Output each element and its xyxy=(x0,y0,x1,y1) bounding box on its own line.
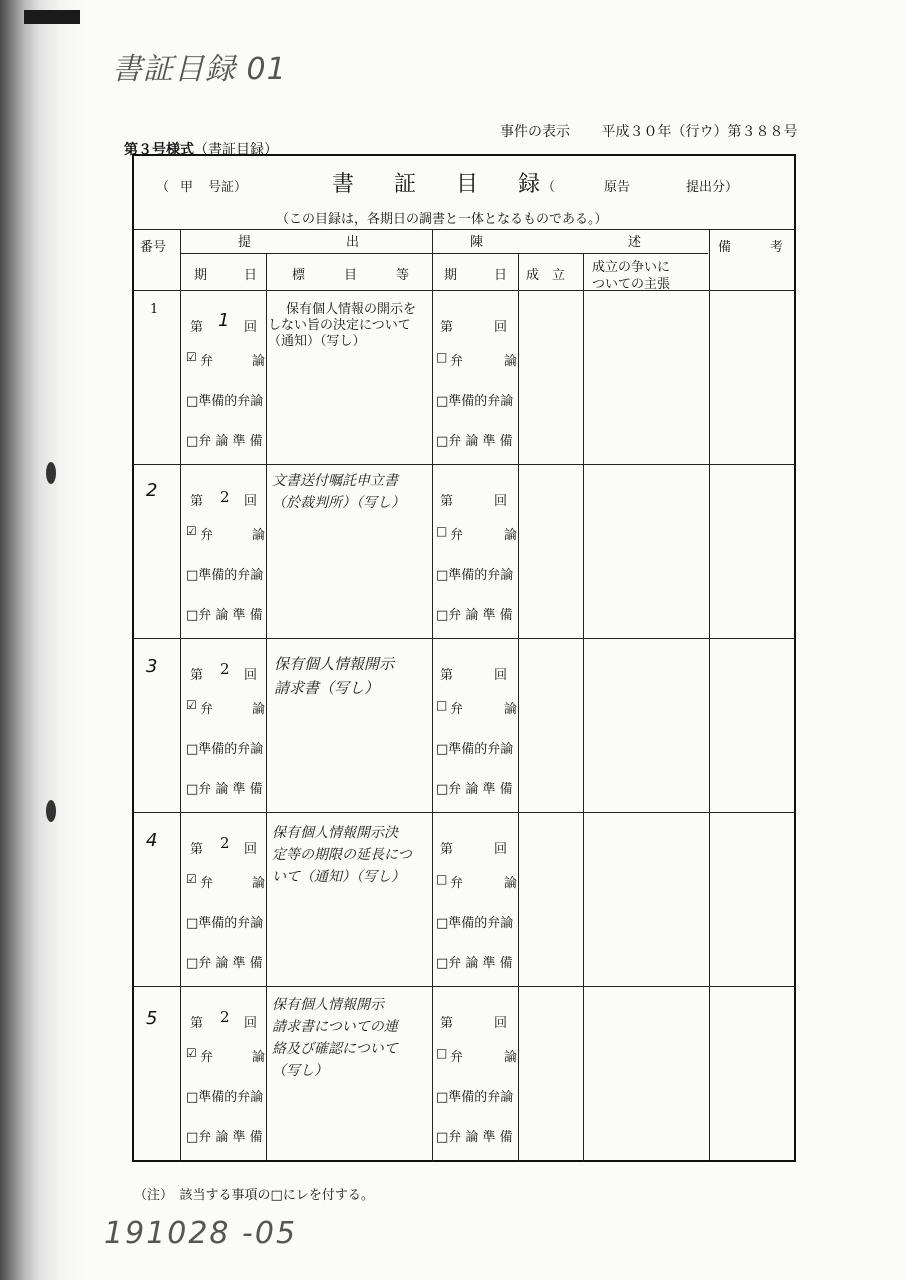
form-label-main: 第３号様式 xyxy=(124,142,194,158)
chinjutsu-dai: 第 xyxy=(440,494,454,509)
header-teishutsu-b: 出 xyxy=(346,235,360,250)
col-rule-date2 xyxy=(518,253,519,1161)
row-number: 5 xyxy=(146,1008,158,1029)
evidence-title-line: 請求書についての連 xyxy=(272,1019,398,1035)
header-dispute-line1: 成立の争いに xyxy=(592,260,671,275)
checkbox-benron-checked[interactable]: ☑ xyxy=(186,1046,197,1060)
benron-a: 弁 xyxy=(200,528,214,543)
evidence-title-line: 保有個人情報開示決 xyxy=(272,825,398,841)
benron-a: 弁 xyxy=(450,876,464,891)
row-divider-3 xyxy=(133,812,795,813)
handwritten-header: 書証目録 01 xyxy=(112,52,287,87)
footnote-text: 該当する事項の□にレを付する。 xyxy=(179,1188,374,1203)
checkbox-chinjutsu-benron-junbi[interactable]: □弁 論 準 備 xyxy=(436,782,513,797)
checkbox-benron-checked[interactable]: ☑ xyxy=(186,698,197,712)
checkbox-benron-junbi[interactable]: □弁 論 準 備 xyxy=(186,1130,263,1145)
header-chinjutsu-a: 陳 xyxy=(470,235,484,250)
benron-b: 論 xyxy=(252,354,266,369)
session-kai: 回 xyxy=(244,842,258,857)
header-bottom-rule xyxy=(133,290,795,291)
evidence-title-handwritten xyxy=(272,470,438,514)
punch-hole-lower xyxy=(46,800,56,822)
session-kai: 回 xyxy=(244,1016,258,1031)
handwritten-footer: 191028 -05 xyxy=(104,1216,298,1251)
evidence-table-frame xyxy=(132,154,796,1162)
case-number: 平成３０年（行ウ）第３８８号 xyxy=(601,125,798,140)
session-dai: 第 xyxy=(190,1016,204,1031)
form-label-sub: （書証目録） xyxy=(194,142,278,158)
checkbox-junbi[interactable]: □準備的弁論 xyxy=(186,742,264,757)
footnote-prefix: （注） xyxy=(134,1188,167,1203)
checkbox-junbi[interactable]: □準備的弁論 xyxy=(186,1090,264,1105)
checkbox-chinjutsu-benron-junbi[interactable]: □弁 論 準 備 xyxy=(436,1130,513,1145)
evidence-title-printed xyxy=(268,302,434,350)
benron-b: 論 xyxy=(504,702,518,717)
benron-a: 弁 xyxy=(200,876,214,891)
evidence-title-line: （写し） xyxy=(272,1063,328,1079)
benron-b: 論 xyxy=(252,528,266,543)
checkbox-chinjutsu-junbi[interactable]: □準備的弁論 xyxy=(436,916,514,931)
session-number: 2 xyxy=(220,488,230,506)
title-kind: 号証） xyxy=(208,180,248,195)
checkbox-chinjutsu-junbi[interactable]: □準備的弁論 xyxy=(436,394,514,409)
benron-a: 弁 xyxy=(200,702,214,717)
row-number: 2 xyxy=(146,480,158,501)
checkbox-chinjutsu-benron-junbi[interactable]: □弁 論 準 備 xyxy=(436,608,513,623)
row-divider-1 xyxy=(133,464,795,465)
title-submitted: 提出分） xyxy=(686,180,739,195)
binding-clip xyxy=(24,10,80,24)
checkbox-chinjutsu-junbi[interactable]: □準備的弁論 xyxy=(436,1090,514,1105)
title-char-4: 録 xyxy=(518,172,541,197)
header-dispute-line2: ついての主張 xyxy=(592,277,671,292)
session-dai: 第 xyxy=(190,842,204,857)
title-char-1: 書 xyxy=(332,172,355,197)
row-divider-4 xyxy=(133,986,795,987)
evidence-title-line: 保有個人情報開示 xyxy=(274,655,395,673)
checkbox-chinjutsu-benron[interactable]: □ xyxy=(436,1046,448,1060)
header-kijitsu-a: 期 xyxy=(194,268,208,283)
benron-a: 弁 xyxy=(200,354,214,369)
header-hyomoku-c: 等 xyxy=(396,268,410,283)
checkbox-chinjutsu-benron-junbi[interactable]: □弁 論 準 備 xyxy=(436,956,513,971)
chinjutsu-kai: 回 xyxy=(494,842,508,857)
evidence-title-line: 保有個人情報開示 xyxy=(272,997,384,1013)
header-kijitsu2-b: 日 xyxy=(494,268,508,283)
checkbox-junbi[interactable]: □準備的弁論 xyxy=(186,394,264,409)
checkbox-chinjutsu-benron[interactable]: □ xyxy=(436,698,448,712)
benron-a: 弁 xyxy=(200,1050,214,1065)
title-char-3: 目 xyxy=(456,172,479,197)
evidence-title-line: 保有個人情報の開示を xyxy=(285,302,416,317)
header-hyomoku-a: 標 xyxy=(292,268,306,283)
row-number: 1 xyxy=(150,302,159,317)
chinjutsu-dai: 第 xyxy=(440,842,454,857)
checkbox-benron-checked[interactable]: ☑ xyxy=(186,350,197,364)
session-number: 1 xyxy=(218,310,230,331)
header-biko-a: 備 xyxy=(718,240,732,255)
header-chinjutsu-b: 述 xyxy=(628,235,642,250)
header-teishutsu-a: 提 xyxy=(238,235,252,250)
evidence-title-line: （通知）（写し） xyxy=(268,334,366,349)
checkbox-junbi[interactable]: □準備的弁論 xyxy=(186,916,264,931)
evidence-title-line: 絡及び確認について xyxy=(272,1041,398,1057)
evidence-title-handwritten xyxy=(272,994,438,1082)
checkbox-chinjutsu-benron-junbi[interactable]: □弁 論 準 備 xyxy=(436,434,513,449)
checkbox-benron-junbi[interactable]: □弁 論 準 備 xyxy=(186,434,263,449)
chinjutsu-kai: 回 xyxy=(494,494,508,509)
evidence-title-line: 請求書（写し） xyxy=(274,679,380,697)
benron-b: 論 xyxy=(504,876,518,891)
evidence-title-line: 定等の期限の延長につ xyxy=(272,847,412,863)
chinjutsu-kai: 回 xyxy=(494,320,508,335)
session-number: 2 xyxy=(220,1008,230,1026)
checkbox-chinjutsu-benron[interactable]: □ xyxy=(436,350,448,364)
punch-hole-upper xyxy=(46,462,56,484)
checkbox-benron-junbi[interactable]: □弁 論 準 備 xyxy=(186,608,263,623)
evidence-title-handwritten xyxy=(272,822,438,888)
title-paren: （ xyxy=(542,180,556,195)
evidence-title-handwritten xyxy=(274,652,440,700)
benron-b: 論 xyxy=(504,528,518,543)
checkbox-junbi[interactable]: □準備的弁論 xyxy=(186,568,264,583)
session-kai: 回 xyxy=(244,320,258,335)
session-number: 2 xyxy=(220,660,230,678)
evidence-title-line: いて（通知）（写し） xyxy=(272,869,405,885)
header-kijitsu-b: 日 xyxy=(244,268,258,283)
evidence-title-line: 文書送付嘱託申立書 xyxy=(272,473,398,489)
case-label: 事件の表示 xyxy=(500,125,570,140)
case-display xyxy=(500,121,798,141)
chinjutsu-kai: 回 xyxy=(494,668,508,683)
benron-b: 論 xyxy=(252,702,266,717)
checkbox-benron-checked[interactable]: ☑ xyxy=(186,524,197,538)
title-char-2: 証 xyxy=(394,172,417,197)
checkbox-chinjutsu-benron[interactable]: □ xyxy=(436,524,448,538)
evidence-title-line: しない旨の決定について xyxy=(268,318,411,333)
session-dai: 第 xyxy=(190,494,204,509)
benron-b: 論 xyxy=(252,876,266,891)
title-party: 甲 xyxy=(180,180,194,195)
footnote xyxy=(134,1184,374,1203)
chinjutsu-dai: 第 xyxy=(440,1016,454,1031)
benron-a: 弁 xyxy=(450,702,464,717)
evidence-title-line: （於裁判所）（写し） xyxy=(272,495,405,511)
row-divider-2 xyxy=(133,638,795,639)
table-subtitle: （この目録は，各期日の調書と一体となるものである。） xyxy=(276,212,608,227)
benron-a: 弁 xyxy=(450,1050,464,1065)
checkbox-benron-junbi[interactable]: □弁 論 準 備 xyxy=(186,956,263,971)
title-open-paren: （ xyxy=(156,180,170,195)
chinjutsu-dai: 第 xyxy=(440,320,454,335)
col-rule-number xyxy=(180,229,181,1161)
col-rule-seiritsu xyxy=(583,253,584,1161)
checkbox-benron-junbi[interactable]: □弁 論 準 備 xyxy=(186,782,263,797)
benron-a: 弁 xyxy=(450,528,464,543)
col-rule-date xyxy=(266,253,267,1161)
checkbox-benron-checked[interactable]: ☑ xyxy=(186,872,197,886)
checkbox-chinjutsu-junbi[interactable]: □準備的弁論 xyxy=(436,742,514,757)
binding-shadow xyxy=(0,0,90,1280)
session-number: 2 xyxy=(220,834,230,852)
header-kijitsu2-a: 期 xyxy=(444,268,458,283)
header-number: 番号 xyxy=(140,240,167,255)
title-submitter: 原告 xyxy=(604,180,631,195)
header-mid-rule xyxy=(180,253,708,254)
header-top-rule xyxy=(133,229,795,230)
chinjutsu-kai: 回 xyxy=(494,1016,508,1031)
chinjutsu-dai: 第 xyxy=(440,668,454,683)
session-kai: 回 xyxy=(244,494,258,509)
col-rule-dispute xyxy=(709,229,710,1161)
benron-b: 論 xyxy=(504,1050,518,1065)
header-hyomoku-b: 目 xyxy=(344,268,358,283)
row-number: 3 xyxy=(146,656,158,677)
benron-a: 弁 xyxy=(450,354,464,369)
header-biko-b: 考 xyxy=(770,240,784,255)
checkbox-chinjutsu-benron[interactable]: □ xyxy=(436,872,448,886)
session-dai: 第 xyxy=(190,320,204,335)
session-dai: 第 xyxy=(190,668,204,683)
checkbox-chinjutsu-junbi[interactable]: □準備的弁論 xyxy=(436,568,514,583)
benron-b: 論 xyxy=(252,1050,266,1065)
row-number: 4 xyxy=(146,830,158,851)
benron-b: 論 xyxy=(504,354,518,369)
session-kai: 回 xyxy=(244,668,258,683)
header-seiritsu: 成 立 xyxy=(526,268,566,283)
